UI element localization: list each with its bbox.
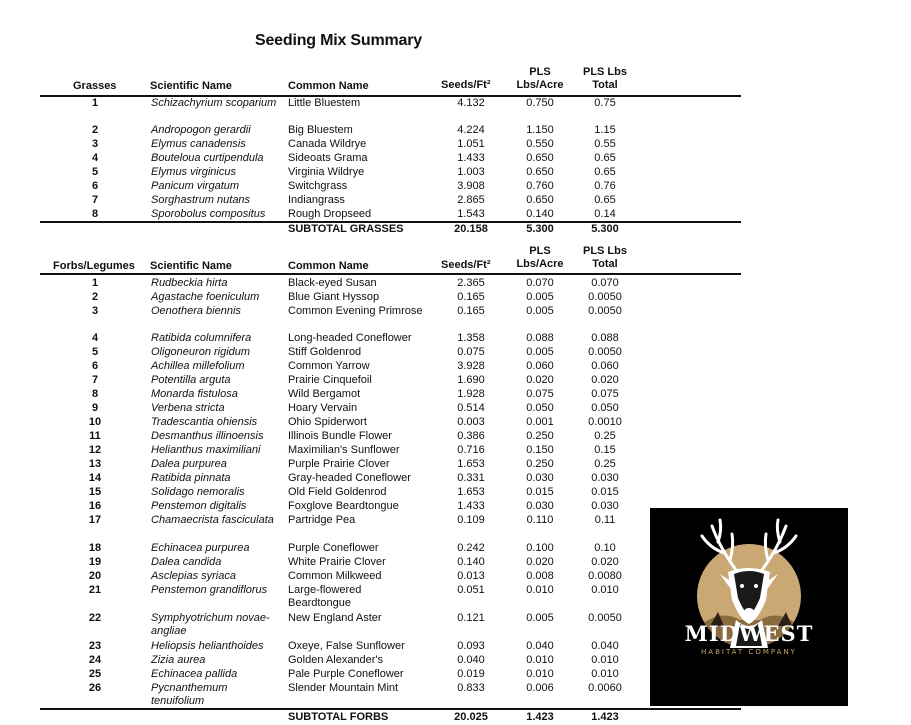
common-name: Blue Giant Hyssop [288, 291, 380, 303]
row-number: 2 [91, 291, 99, 303]
pls-lbs-acre: 0.015 [526, 486, 554, 498]
pls-lbs-total: 0.010 [591, 654, 619, 666]
col-seeds: Seeds/Ft² [441, 79, 491, 91]
row-number: 25 [88, 668, 102, 680]
scientific-name-continued: tenuifolium [151, 695, 205, 707]
table-row [0, 415, 760, 429]
scientific-name: Sporobolus compositus [151, 208, 266, 220]
scientific-name: Zizia aurea [151, 654, 206, 666]
pls-lbs-acre: 1.150 [526, 124, 554, 136]
table-row [0, 457, 760, 471]
table-row [0, 681, 760, 695]
pls-lbs-total: 0.030 [591, 472, 619, 484]
common-name: Oxeye, False Sunflower [288, 640, 405, 652]
common-name: Stiff Goldenrod [288, 346, 362, 358]
pls-lbs-acre: 0.060 [526, 360, 554, 372]
row-number: 23 [88, 640, 102, 652]
seeds-per-ft2: 1.051 [457, 138, 485, 150]
table-row [0, 443, 760, 457]
table-row [0, 639, 760, 653]
row-number: 8 [91, 388, 99, 400]
scientific-name: Chamaecrista fasciculata [151, 514, 274, 526]
row-number: 9 [91, 402, 99, 414]
pls-lbs-acre: 0.650 [526, 152, 554, 164]
scientific-name: Verbena stricta [151, 402, 225, 414]
pls-lbs-total: 0.075 [591, 388, 619, 400]
row-number: 4 [91, 332, 99, 344]
common-name: Ohio Spiderwort [288, 416, 367, 428]
subtotal-total: 1.423 [591, 711, 619, 723]
common-name: Switchgrass [288, 180, 348, 192]
row-number: 22 [88, 612, 102, 624]
row-number: 6 [91, 180, 99, 192]
pls-lbs-total: 0.0010 [588, 416, 622, 428]
common-name-continued: Beardtongue [288, 597, 351, 609]
pls-lbs-acre: 0.110 [526, 514, 554, 526]
pls-lbs-acre: 0.070 [526, 277, 554, 289]
col-scientific: Scientific Name [150, 260, 232, 272]
scientific-name: Dalea candida [151, 556, 222, 568]
scientific-name: Oenothera biennis [151, 305, 241, 317]
scientific-name: Elymus canadensis [151, 138, 246, 150]
seeds-per-ft2: 0.040 [457, 654, 485, 666]
pls-lbs-acre: 0.075 [526, 388, 554, 400]
seeds-per-ft2: 1.358 [457, 332, 485, 344]
row-number: 14 [88, 472, 102, 484]
common-name: Canada Wildrye [288, 138, 367, 150]
seeds-per-ft2: 0.165 [457, 291, 485, 303]
scientific-name: Penstemon digitalis [151, 500, 247, 512]
scientific-name: Echinacea pallida [151, 668, 238, 680]
row-number: 1 [91, 97, 99, 109]
grasses-subtotal-row [0, 222, 760, 236]
row-number: 26 [88, 682, 102, 694]
seeds-per-ft2: 0.833 [457, 682, 485, 694]
common-name: Pale Purple Coneflower [288, 668, 404, 680]
row-number: 24 [88, 654, 102, 666]
scientific-name: Rudbeckia hirta [151, 277, 228, 289]
pls-lbs-acre: 0.040 [526, 640, 554, 652]
table-row [0, 165, 760, 179]
table-row [0, 471, 760, 485]
col-pls-total: PLS Lbs Total [582, 66, 627, 91]
scientific-name: Panicum virgatum [151, 180, 240, 192]
pls-lbs-acre: 0.760 [526, 180, 554, 192]
subtotal-seeds: 20.158 [454, 223, 488, 235]
header-rule [40, 273, 741, 275]
common-name: Wild Bergamot [288, 388, 361, 400]
row-number: 7 [91, 194, 99, 206]
row-number: 20 [88, 570, 102, 582]
row-number: 17 [88, 514, 102, 526]
pls-lbs-acre: 0.008 [526, 570, 554, 582]
seeds-per-ft2: 0.093 [457, 640, 485, 652]
row-number: 19 [88, 556, 102, 568]
table-row [0, 290, 760, 304]
common-name: Foxglove Beardtongue [288, 500, 399, 512]
common-name: Common Evening Primrose [288, 305, 423, 317]
seeds-per-ft2: 0.242 [457, 542, 485, 554]
table-row [0, 541, 760, 555]
seeds-per-ft2: 0.003 [457, 416, 485, 428]
common-name: Hoary Vervain [288, 402, 358, 414]
pls-lbs-total: 0.050 [591, 402, 619, 414]
pls-lbs-acre: 0.020 [526, 556, 554, 568]
seeds-per-ft2: 4.132 [457, 97, 485, 109]
subtotal-total: 5.300 [591, 223, 619, 235]
pls-lbs-total: 0.55 [594, 138, 616, 150]
col-group: Grasses [73, 80, 117, 92]
pls-lbs-acre: 0.005 [526, 291, 554, 303]
table-row [0, 193, 760, 207]
deer-head-icon [650, 508, 848, 706]
row-number: 6 [91, 360, 99, 372]
pls-lbs-acre: 0.650 [526, 194, 554, 206]
table-row [0, 359, 760, 373]
pls-lbs-total: 0.015 [591, 486, 619, 498]
row-number: 5 [91, 346, 99, 358]
table-row [0, 569, 760, 583]
subtotal-lbs-acre: 1.423 [526, 711, 554, 723]
scientific-name: Symphyotrichum novae- [151, 612, 270, 624]
table-row [0, 653, 760, 667]
common-name: Partridge Pea [288, 514, 356, 526]
row-number: 1 [91, 277, 99, 289]
pls-lbs-total: 0.76 [594, 180, 616, 192]
seeds-per-ft2: 0.109 [457, 514, 485, 526]
table-row [0, 667, 760, 681]
seeds-per-ft2: 1.543 [457, 208, 485, 220]
pls-lbs-total: 0.65 [594, 152, 616, 164]
pls-lbs-acre: 0.650 [526, 166, 554, 178]
seeds-per-ft2: 0.019 [457, 668, 485, 680]
scientific-name: Solidago nemoralis [151, 486, 245, 498]
common-name: Maximilian's Sunflower [288, 444, 400, 456]
seeds-per-ft2: 0.075 [457, 346, 485, 358]
scientific-name: Sorghastrum nutans [151, 194, 251, 206]
row-number: 12 [88, 444, 102, 456]
pls-lbs-acre: 0.005 [526, 612, 554, 624]
pls-lbs-acre: 0.100 [526, 542, 554, 554]
seeds-per-ft2: 0.331 [457, 472, 485, 484]
subtotal-label: SUBTOTAL FORBS [288, 711, 389, 723]
seeds-per-ft2: 0.165 [457, 305, 485, 317]
row-number: 16 [88, 500, 102, 512]
common-name: Common Yarrow [288, 360, 370, 372]
pls-lbs-total: 0.0050 [588, 346, 622, 358]
pls-lbs-total: 0.088 [591, 332, 619, 344]
row-number: 2 [91, 124, 99, 136]
scientific-name: Monarda fistulosa [151, 388, 238, 400]
scientific-name: Agastache foeniculum [151, 291, 260, 303]
pls-lbs-total: 1.15 [594, 124, 616, 136]
pls-lbs-acre: 0.050 [526, 402, 554, 414]
common-name: Golden Alexander's [288, 654, 384, 666]
row-number: 21 [88, 584, 102, 596]
common-name: Gray-headed Coneflower [288, 472, 411, 484]
common-name: Black-eyed Susan [288, 277, 377, 289]
scientific-name: Ratibida columnifera [151, 332, 252, 344]
row-number: 8 [91, 208, 99, 220]
pls-lbs-total: 0.0060 [588, 682, 622, 694]
scientific-name: Bouteloua curtipendula [151, 152, 264, 164]
pls-lbs-acre: 0.010 [526, 584, 554, 596]
scientific-name: Elymus virginicus [151, 166, 236, 178]
seeds-per-ft2: 0.013 [457, 570, 485, 582]
pls-lbs-acre: 0.150 [526, 444, 554, 456]
table-row [0, 555, 760, 569]
col-common: Common Name [288, 80, 369, 92]
pls-lbs-total: 0.25 [594, 430, 616, 442]
common-name: Rough Dropseed [288, 208, 372, 220]
table-row [0, 345, 760, 359]
col-scientific: Scientific Name [150, 80, 232, 92]
scientific-name: Desmanthus illinoensis [151, 430, 264, 442]
row-number: 3 [91, 138, 99, 150]
pls-lbs-acre: 0.140 [526, 208, 554, 220]
pls-lbs-total: 0.0050 [588, 305, 622, 317]
table-row [0, 151, 760, 165]
pls-lbs-acre: 0.005 [526, 305, 554, 317]
col-common: Common Name [288, 260, 369, 272]
scientific-name: Ratibida pinnata [151, 472, 231, 484]
scientific-name: Helianthus maximiliani [151, 444, 261, 456]
scientific-name: Penstemon grandiflorus [151, 584, 268, 596]
common-name: New England Aster [288, 612, 382, 624]
col-pls-total: PLS Lbs Total [582, 245, 627, 270]
pls-lbs-total: 0.010 [591, 668, 619, 680]
common-name: Indiangrass [288, 194, 345, 206]
row-number: 11 [89, 430, 101, 442]
table-row [0, 331, 760, 345]
pls-lbs-total: 0.11 [594, 514, 616, 526]
pls-lbs-total: 0.10 [594, 542, 616, 554]
scientific-name: Heliopsis helianthoides [151, 640, 264, 652]
pls-lbs-total: 0.75 [594, 97, 616, 109]
common-name: Sideoats Grama [288, 152, 368, 164]
table-row [0, 499, 760, 513]
table-row [0, 179, 760, 193]
pls-lbs-acre: 0.030 [526, 500, 554, 512]
seeds-per-ft2: 1.928 [457, 388, 485, 400]
common-name: Old Field Goldenrod [288, 486, 387, 498]
common-name: Little Bluestem [288, 97, 361, 109]
scientific-name: Dalea purpurea [151, 458, 227, 470]
scientific-name-continued: angliae [151, 625, 187, 637]
forbs-subtotal-row [0, 710, 760, 724]
table-row [0, 485, 760, 499]
seeds-per-ft2: 4.224 [457, 124, 485, 136]
seeds-per-ft2: 1.433 [457, 152, 485, 164]
pls-lbs-acre: 0.006 [526, 682, 554, 694]
pls-lbs-acre: 0.250 [526, 430, 554, 442]
row-number: 13 [88, 458, 102, 470]
row-number: 10 [88, 416, 102, 428]
table-row [0, 276, 760, 290]
pls-lbs-total: 0.010 [591, 584, 619, 596]
pls-lbs-total: 0.0080 [588, 570, 622, 582]
table-row [0, 137, 760, 151]
seeds-per-ft2: 3.908 [457, 180, 485, 192]
table-row [0, 387, 760, 401]
company-logo [650, 508, 848, 706]
common-name: White Prairie Clover [288, 556, 386, 568]
pls-lbs-total: 0.030 [591, 500, 619, 512]
col-group: Forbs/Legumes [53, 260, 135, 272]
seeds-per-ft2: 0.140 [457, 556, 485, 568]
scientific-name: Andropogon gerardii [151, 124, 251, 136]
logo-name: MIDWEST [684, 621, 814, 646]
subtotal-seeds: 20.025 [454, 711, 488, 723]
table-row [0, 513, 760, 527]
pls-lbs-acre: 0.750 [526, 97, 554, 109]
col-seeds: Seeds/Ft² [441, 259, 491, 271]
scientific-name: Tradescantia ohiensis [151, 416, 258, 428]
seeds-per-ft2: 2.865 [457, 194, 485, 206]
scientific-name: Oligoneuron rigidum [151, 346, 251, 358]
pls-lbs-total: 0.15 [594, 444, 616, 456]
seeds-per-ft2: 1.653 [457, 458, 485, 470]
table-row [0, 123, 760, 137]
pls-lbs-total: 0.020 [591, 556, 619, 568]
row-number: 18 [88, 542, 102, 554]
common-name: Prairie Cinquefoil [288, 374, 372, 386]
pls-lbs-acre: 0.550 [526, 138, 554, 150]
logo-tagline: HABITAT COMPANY [701, 648, 797, 656]
seeds-per-ft2: 0.121 [457, 612, 485, 624]
scientific-name: Pycnanthemum [151, 682, 228, 694]
pls-lbs-total: 0.060 [591, 360, 619, 372]
scientific-name: Echinacea purpurea [151, 542, 250, 554]
pls-lbs-acre: 0.010 [526, 654, 554, 666]
pls-lbs-total: 0.25 [594, 458, 616, 470]
subtotal-label: SUBTOTAL GRASSES [288, 223, 404, 235]
pls-lbs-total: 0.0050 [588, 612, 622, 624]
table-row [0, 304, 760, 318]
subtotal-lbs-acre: 5.300 [526, 223, 554, 235]
table-row [0, 611, 760, 625]
seeds-per-ft2: 1.003 [457, 166, 485, 178]
pls-lbs-total: 0.0050 [588, 291, 622, 303]
table-row [0, 207, 760, 221]
pls-lbs-total: 0.65 [594, 194, 616, 206]
row-number: 4 [91, 152, 99, 164]
pls-lbs-acre: 0.010 [526, 668, 554, 680]
scientific-name: Potentilla arguta [151, 374, 231, 386]
pls-lbs-acre: 0.020 [526, 374, 554, 386]
seeds-per-ft2: 1.433 [457, 500, 485, 512]
pls-lbs-total: 0.65 [594, 166, 616, 178]
pls-lbs-total: 0.040 [591, 640, 619, 652]
common-name: Illinois Bundle Flower [288, 430, 392, 442]
pls-lbs-acre: 0.030 [526, 472, 554, 484]
seeds-per-ft2: 0.716 [457, 444, 485, 456]
scientific-name: Asclepias syriaca [151, 570, 236, 582]
pls-lbs-total: 0.14 [594, 208, 616, 220]
seeds-per-ft2: 0.051 [457, 584, 485, 596]
pls-lbs-total: 0.020 [591, 374, 619, 386]
row-number: 7 [91, 374, 99, 386]
common-name: Big Bluestem [288, 124, 353, 136]
table-row [0, 96, 760, 110]
pls-lbs-acre: 0.250 [526, 458, 554, 470]
table-row [0, 583, 760, 597]
pls-lbs-acre: 0.001 [526, 416, 554, 428]
table-row [0, 401, 760, 415]
common-name: Large-flowered [288, 584, 362, 596]
seeds-per-ft2: 1.653 [457, 486, 485, 498]
col-pls-acre: PLS Lbs/Acre [516, 245, 564, 270]
seeds-per-ft2: 0.386 [457, 430, 485, 442]
common-name: Common Milkweed [288, 570, 382, 582]
seeds-per-ft2: 1.690 [457, 374, 485, 386]
seeds-per-ft2: 2.365 [457, 277, 485, 289]
page-title: Seeding Mix Summary [255, 32, 422, 49]
row-number: 15 [88, 486, 102, 498]
table-row [0, 429, 760, 443]
common-name: Slender Mountain Mint [288, 682, 399, 694]
row-number: 5 [91, 166, 99, 178]
seeds-per-ft2: 3.928 [457, 360, 485, 372]
common-name: Virginia Wildrye [288, 166, 365, 178]
row-number: 3 [91, 305, 99, 317]
pls-lbs-total: 0.070 [591, 277, 619, 289]
seeds-per-ft2: 0.514 [457, 402, 485, 414]
common-name: Purple Coneflower [288, 542, 379, 554]
pls-lbs-acre: 0.005 [526, 346, 554, 358]
pls-lbs-acre: 0.088 [526, 332, 554, 344]
col-pls-acre: PLS Lbs/Acre [516, 66, 564, 91]
scientific-name: Achillea millefolium [151, 360, 245, 372]
common-name: Long-headed Coneflower [288, 332, 412, 344]
scientific-name: Schizachyrium scoparium [151, 97, 277, 109]
table-row [0, 373, 760, 387]
common-name: Purple Prairie Clover [288, 458, 390, 470]
